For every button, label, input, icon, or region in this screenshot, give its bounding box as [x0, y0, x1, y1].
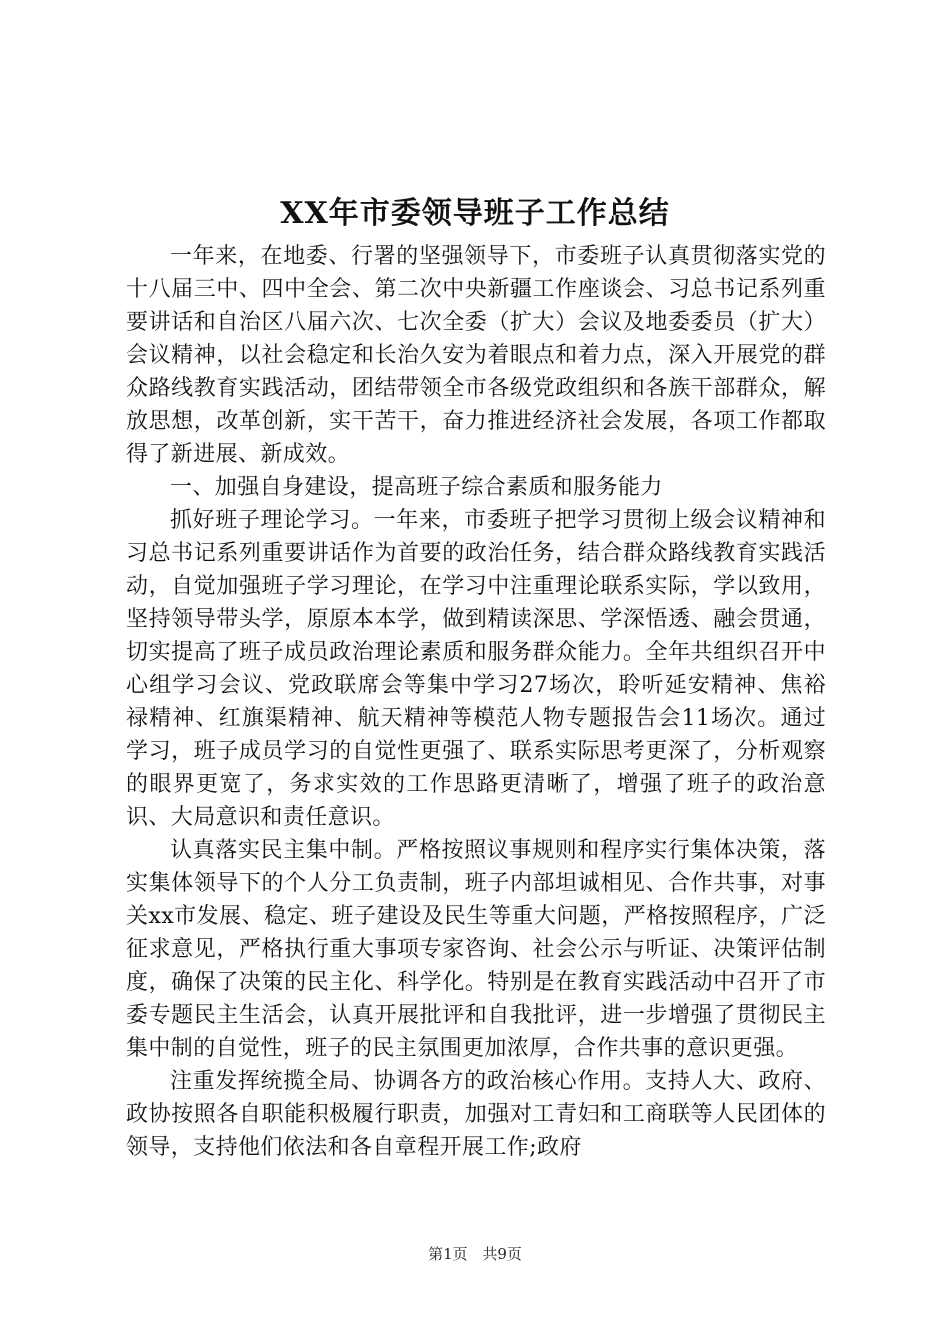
- paragraph-theory-study: 抓好班子理论学习。一年来，市委班子把学习贯彻上级会议精神和习总书记系列重要讲话作为首要的政治任务，结合群众路线教育实践活动，自觉加强班子学习理论，在学习中注重理论联系实际，学以致用，坚持领导带头学，原原本本学，做到精读深思、学深悟透、融会贯通，切实提高了班子成员政治理论素质和服务群众能力。全年共组织召开中心组学习会议、党政联席会等集中学习27场次，聆听延安精神、焦裕禄精神、红旗渠精神、航天精神等模范人物专题报告会11场次。通过学习，班子成员学习的自觉性更强了、联系实际思考更深了，分析观察的眼界更宽了，务求实效的工作思路更清晰了，增强了班子的政治意识、大局意识和责任意识。: [126, 508, 826, 830]
- page-footer: [0, 1243, 950, 1264]
- document-body: [126, 240, 826, 1164]
- section-heading: 一、加强自身建设，提高班子综合素质和服务能力: [170, 475, 663, 500]
- page-number: 第1页: [428, 1245, 468, 1263]
- paragraph-democratic-centralism: 认真落实民主集中制。严格按照议事规则和程序实行集体决策，落实集体领导下的个人分工负责制，班子内部坦诚相见、合作共事，对事关xx市发展、稳定、班子建设及民生等重大问题，严格按照程序，广泛征求意见，严格执行重大事项专家咨询、社会公示与听证、决策评估制度，确保了决策的民主化、科学化。特别是在教育实践活动中召开了市委专题民主生活会，认真开展批评和自我批评，进一步增强了贯彻民主集中制的自觉性，班子的民主氛围更加浓厚，合作共事的意识更强。: [126, 838, 826, 1061]
- paragraph-intro: 一年来，在地委、行署的坚强领导下，市委班子认真贯彻落实党的十八届三中、四中全会、第二次中央新疆工作座谈会、习总书记系列重要讲话和自治区八届六次、七次全委（扩大）会议及地委委员（扩大）会议精神，以社会稳定和长治久安为着眼点和着力点，深入开展党的群众路线教育实践活动，团结带领全市各级党政组织和各族干部群众，解放思想，改革创新，实干苦干，奋力推进经济社会发展，各项工作都取得了新进展、新成效。: [126, 244, 826, 467]
- page-total: 共9页: [482, 1245, 522, 1263]
- paragraph-core-role: 注重发挥统揽全局、协调各方的政治核心作用。支持人大、政府、政协按照各自职能积极履行职责，加强对工青妇和工商联等人民团体的领导，支持他们依法和各自章程开展工作;政府: [126, 1069, 826, 1160]
- document-title: XX年市委领导班子工作总结: [280, 196, 670, 231]
